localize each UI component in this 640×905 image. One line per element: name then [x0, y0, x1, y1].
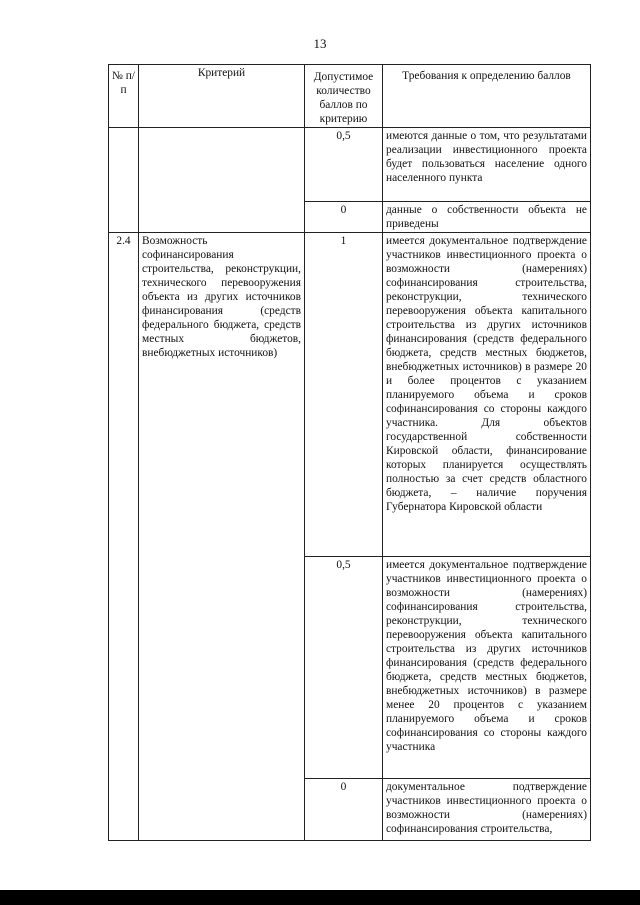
criterion-cell [139, 128, 305, 233]
table-row [109, 128, 591, 202]
score-cell: 0 [305, 202, 383, 233]
table-row [109, 233, 591, 557]
header-criterion: Критерий [139, 65, 305, 128]
num-cell [109, 128, 139, 233]
header-score: Допустимое количество баллов по критерию [305, 65, 383, 128]
score-cell: 1 [305, 233, 383, 557]
score-cell: 0,5 [305, 128, 383, 202]
requirement-cell: данные о собственности объекта не приведены [383, 202, 591, 233]
header-num: № п/п [109, 65, 139, 128]
score-cell: 0 [305, 779, 383, 841]
scan-bottom-edge [0, 890, 640, 905]
table-header-row [109, 65, 591, 128]
page-number: 13 [313, 36, 327, 51]
criterion-cell: Возможность софинансирования строительства, реконструкции, технического перевооружения объекта из других источников финансирования (средств федерального бюджета, средств местных бюджетов, внебюджетных источников) [139, 233, 305, 841]
header-requirements: Требования к определению баллов [383, 65, 591, 128]
requirement-cell: имеется документальное подтверждение участников инвестиционного проекта о возможности (намерениях) софинансирования строительства, реконструкции, технического перевооружения объекта капитального строительства из других источников финансирования (средств федерального бюджета, средств местных бюджетов, внебюджетных источников) в размере менее 20 процентов с указанием планируемого объема и сроков софинансирования со стороны каждого участника [383, 557, 591, 779]
requirement-cell: имеются данные о том, что результатами реализации инвестиционного проекта будет пользоваться население одного населенного пункта [383, 128, 591, 202]
num-cell: 2.4 [109, 233, 139, 841]
score-cell: 0,5 [305, 557, 383, 779]
criteria-table [108, 64, 591, 841]
requirement-cell: имеется документальное подтверждение участников инвестиционного проекта о возможности (намерениях) софинансирования строительства, реконструкции, технического перевооружения объекта капитального строительства из других источников финансирования (средств федерального бюджета, средств местных бюджетов, внебюджетных источников) в размере 20 и более процентов с указанием планируемого объема и сроков софинансирования со стороны каждого участника. Для объектов государственной собственности Кировской области, финансирование которых планируется осуществлять полностью за счет средств областного бюджета, – наличие поручения Губернатора Кировской области [383, 233, 591, 557]
requirement-cell: документальное подтверждение участников инвестиционного проекта о возможности (намерениях) софинансирования строительства, [383, 779, 591, 841]
